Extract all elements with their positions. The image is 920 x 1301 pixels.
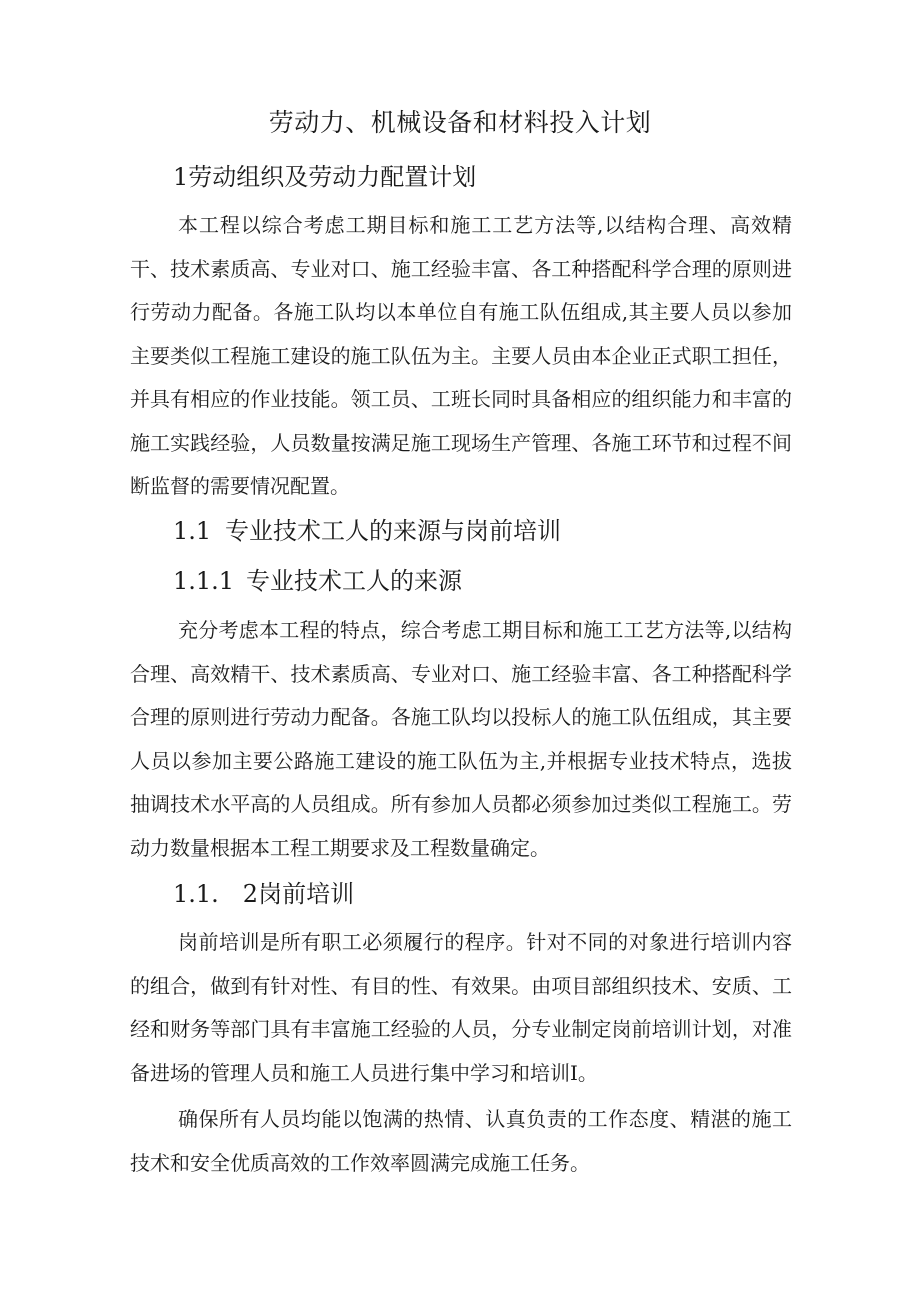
section-number: 1.1 <box>173 517 212 545</box>
paragraph-pre-job-training: 岗前培训是所有职工必须履行的程序。针对不同的对象进行培训内容的组合，做到有针对性、有目的性、有效果。由项目部组织技术、安质、工经和财务等部门具有丰富施工经验的人员，分专业制定岗前培训计划，对准备进场的管理人员和施工人员进行集中学习和培训Ⅰ。 <box>130 930 792 1085</box>
section-title: 劳动组织及劳动力配置计划 <box>188 163 477 191</box>
section-heading-1-1-1 <box>173 561 462 596</box>
paragraph-commitment: 确保所有人员均能以饱满的热情、认真负责的工作态度、精湛的施工技术和安全优质高效的工作效率圆满完成施工任务。 <box>130 1107 792 1175</box>
section-title: 岗前培训 <box>258 880 355 908</box>
section-heading-1-1 <box>173 511 561 546</box>
paragraph-labor-organization: 本工程以综合考虑工期目标和施工工艺方法等,以结构合理、高效精干、技术素质高、专业对口、施工经验丰富、各工种搭配科学合理的原则进行劳动力配备。各施工队均以本单位自有施工队伍组成,其主要人员以参加主要类似工程施工建设的施工队伍为主。主要人员由本企业正式职工担任，并具有相应的作业技能。领工员、工班长同时具备相应的组织能力和丰富的施工实践经验，人员数量按满足施工现场生产管理、各施工环节和过程不间断监督的需要情况配置。 <box>130 213 792 498</box>
paragraph-worker-source: 充分考虑本工程的特点，综合考虑工期目标和施工工艺方法等,以结构合理、高效精干、技术素质高、专业对口、施工经验丰富、各工种搭配科学合理的原则进行劳动力配备。各施工队均以投标人的施工队伍组成，其主要人员以参加主要公路施工建设的施工队伍为主,并根据专业技术特点，选拔抽调技术水平高的人员组成。所有参加人员都必须参加过类似工程施工。劳动力数量根据本工程工期要求及工程数量确定。 <box>130 618 792 860</box>
document-title: 劳动力、机械设备和材料投入计划 <box>268 108 652 137</box>
section-title: 专业技术工人的来源 <box>246 567 462 595</box>
section-heading-1 <box>173 157 476 192</box>
section-number: 1.1. 2 <box>173 880 259 908</box>
section-number: 1.1.1 <box>173 567 235 595</box>
section-number: 1 <box>173 163 189 191</box>
section-title: 专业技术工人的来源与岗前培训 <box>225 517 561 545</box>
section-heading-1-1-2 <box>173 874 354 909</box>
